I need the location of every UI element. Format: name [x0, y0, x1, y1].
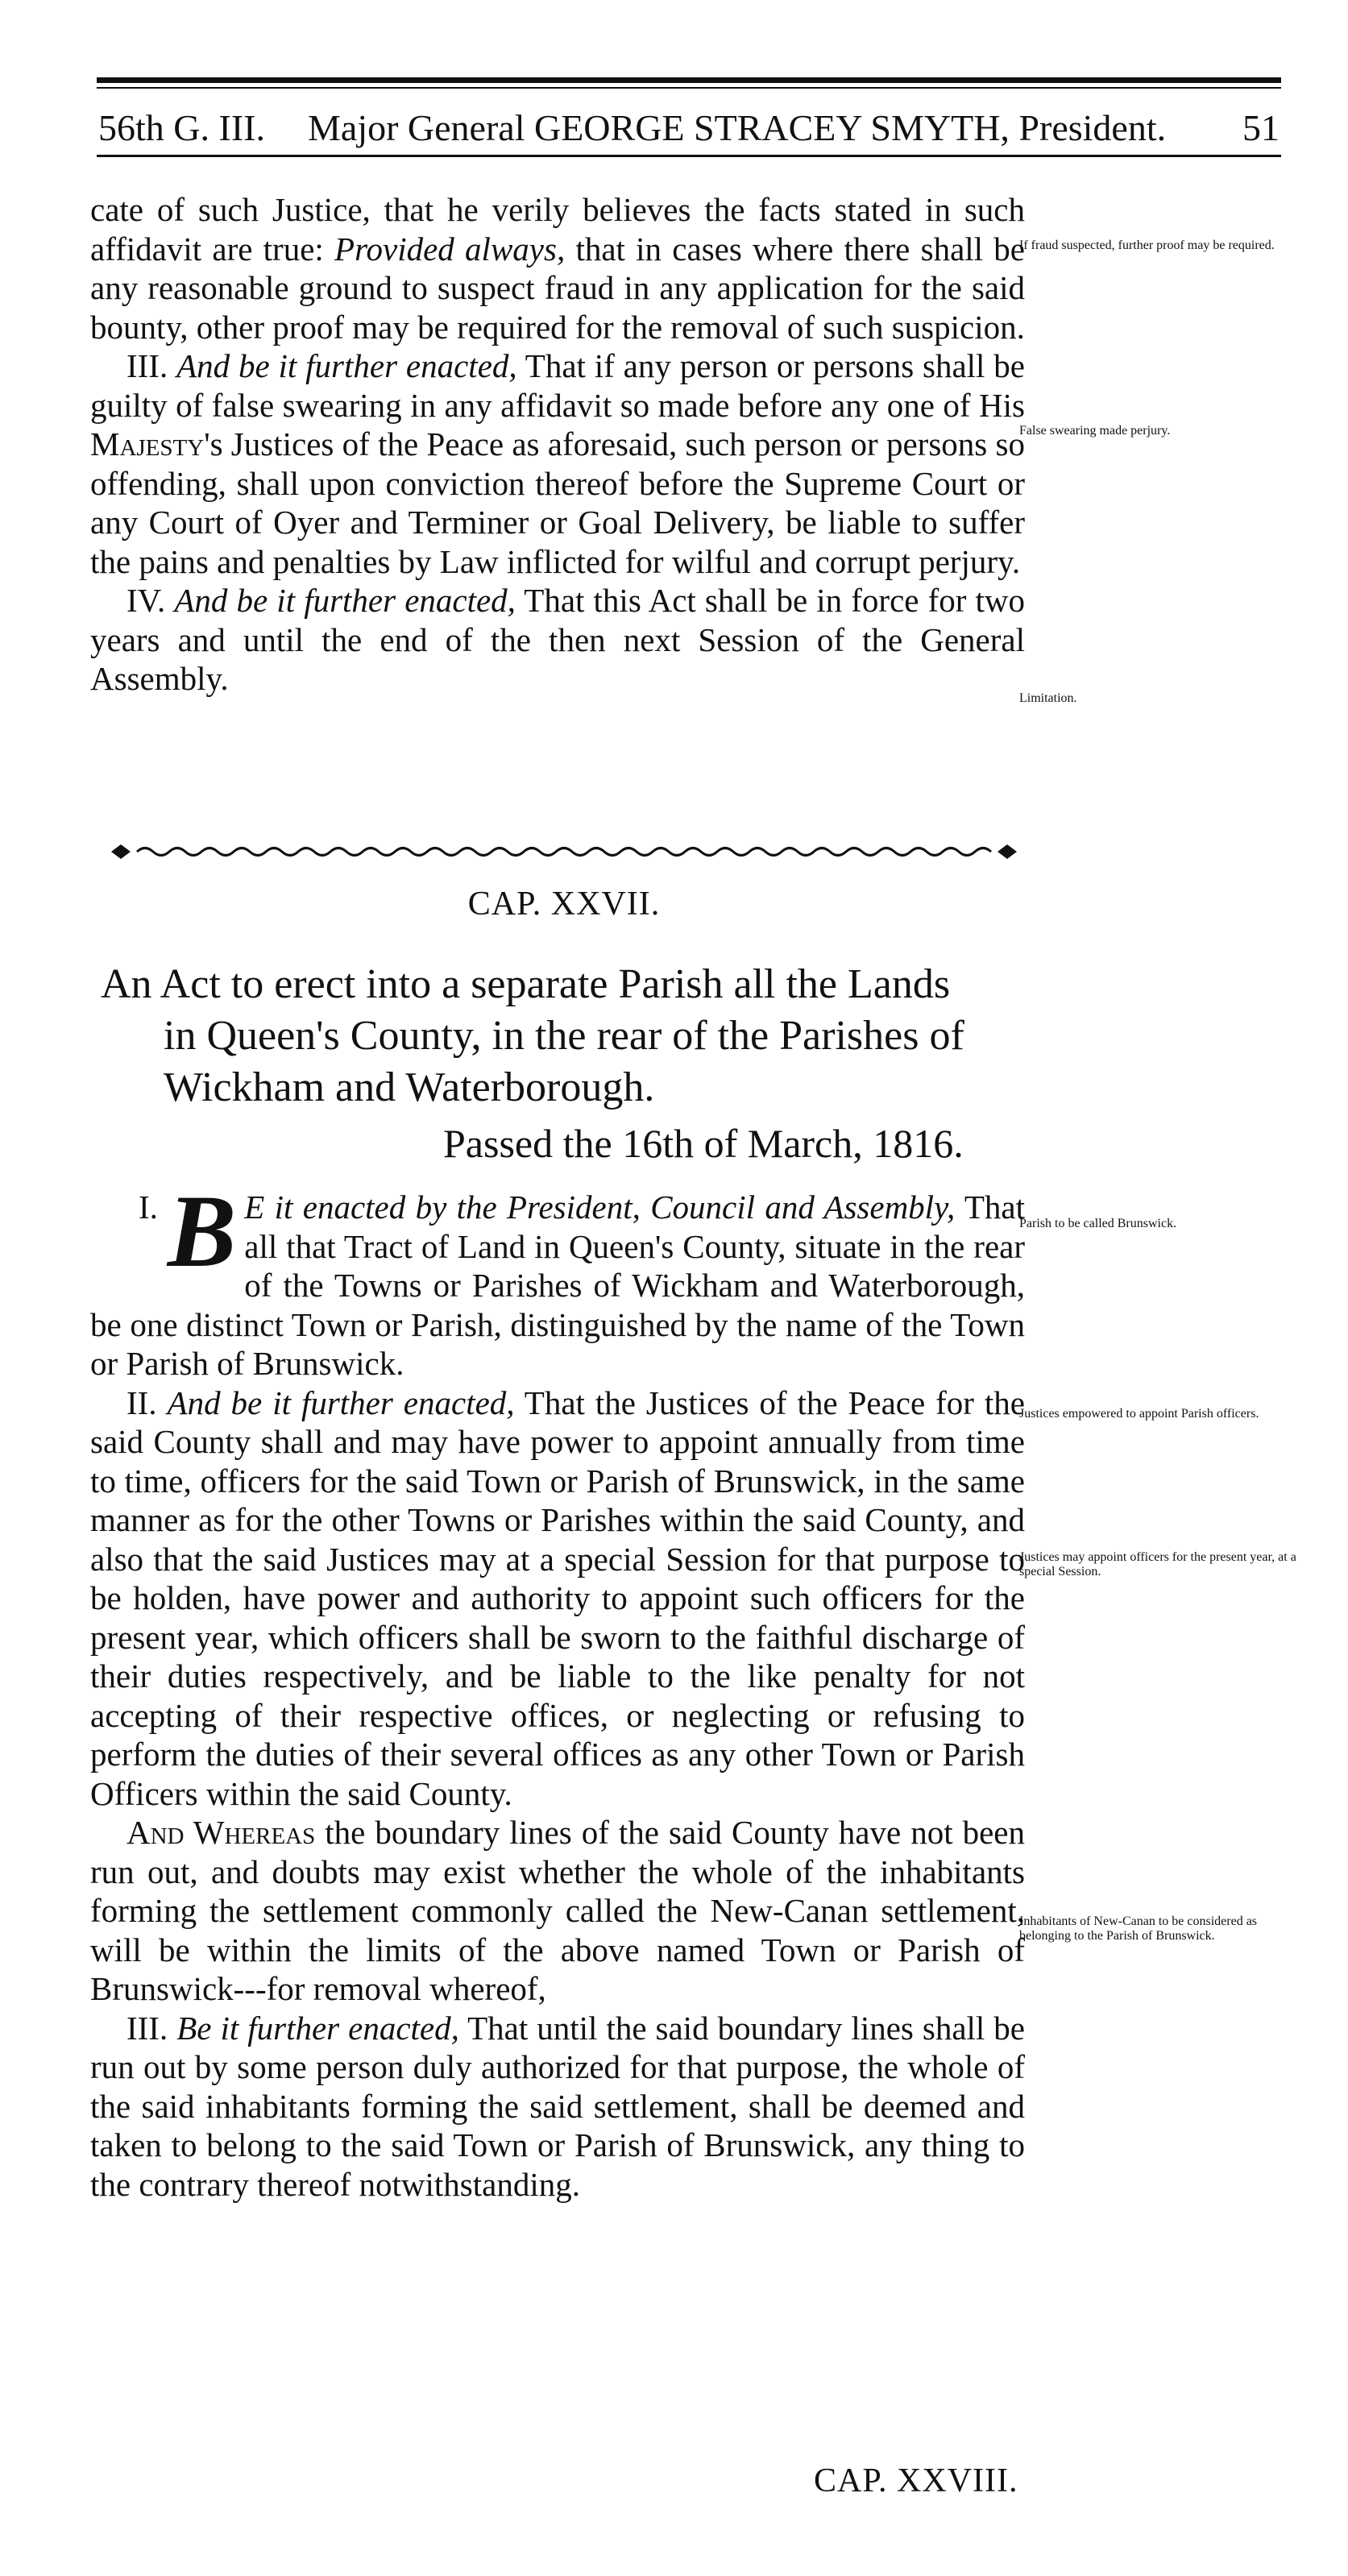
margin-note-fraud: If fraud suspected, further proof may be required.: [1019, 239, 1275, 252]
header-president: Major General GEORGE STRACEY SMYTH, President.: [308, 107, 1167, 148]
margin-note-new-canan: Inhabitants of New-Canan to be considered as belonging to the Parish of Brunswick.: [1019, 1914, 1258, 1943]
next-chapter-catchword: CAP. XXVIII.: [814, 2462, 1018, 2499]
continuation-text: [90, 190, 1025, 699]
header-rule: [97, 155, 1281, 157]
top-double-rule-thin: [97, 87, 1281, 89]
header-regnal-year: 56th G. III.: [98, 107, 265, 148]
margin-note-brunswick: Parish to be called Brunswick.: [1019, 1217, 1177, 1230]
margin-note-justices-special-session: Justices may appoint officers for the present year, at a special Session.: [1019, 1550, 1296, 1578]
drop-cap: B: [167, 1174, 237, 1288]
running-header: [98, 103, 1280, 153]
cap27-body: [90, 1174, 1026, 2204]
page-number: 51: [1242, 107, 1280, 148]
chapter-heading: CAP. XXVII.: [467, 886, 661, 923]
act-title: An Act to erect into a separate Parish all the Lands in Queen's County, in the rear of the Parishes of Wickham and Waterborough.: [101, 961, 964, 1110]
margin-note-limitation: Limitation.: [1019, 691, 1077, 705]
section-iii: III. And be it further enacted, That if any person or persons shall be guilty of false swearing in any affidavit so made before any one of His Majesty's Justices of the Peace as aforesaid, such person or persons so offending, shall upon conviction thereof before the Supreme Court or any Court of Oyer and Terminer or Goal Delivery, be liable to suffer the pains and penalties by Law inflicted for wilful and corrupt perjury.: [90, 347, 1025, 580]
passed-date: Passed the 16th of March, 1816.: [443, 1121, 964, 1166]
top-double-rule: [97, 77, 1281, 83]
section-iii-cap27: III. Be it further enacted, That until the said boundary lines shall be run out by some person duly authorized for that purpose, the whole of the said inhabitants forming the said settlement, shall be deemed and taken to belong to the said Town or Parish of Brunswick, any thing to the contrary thereof notwithstanding.: [90, 2009, 1025, 2203]
section-ii: II. And be it further enacted, That the Justices of the Peace for the said County shall and may have power to appoint annually from time to time, officers for the said Town or Parish of Brunswick, in the same manner as for the other Towns or Parishes within the said County, and also that the said Justices may at a special Session for that purpose to be holden, have power and authority to appoint such officers for the present year, which officers shall be sworn to the faithful discharge of their duties respectively, and be liable to the like penalty for not accepting of their respective offices, or neglecting or refusing to perform the duties of their several offices as any other Town or Parish Officers within the said County.: [90, 1383, 1026, 1812]
margin-note-justices-appoint: Justices empowered to appoint Parish officers.: [1019, 1407, 1259, 1421]
section-i: I. B E it enacted by the President, Council and Assembly, That all that Tract of Land in Queen's County, situate in the rear of the Towns or Parishes of Wickham and Waterborough, be one distinct Town or Parish, distinguished by the name of the Town or Parish of Brunswick.: [90, 1174, 1025, 1382]
section-iv: IV. And be it further enacted, That this Act shall be in force for two years and until the end of the then next Session of the General Assembly.: [90, 582, 1026, 697]
whereas-clause: And Whereas the boundary lines of the said County have not been run out, and doubts may exist whether the whole of the inhabitants forming the settlement commonly called the New-Canan settlement, will be within the limits of the above named Town or Parish of Brunswick---for removal whereof,: [90, 1814, 1025, 2007]
paragraph-continued: cate of such Justice, that he verily believes the facts stated in such affidavit are true: Provided always, that in cases where there shall be any reasonable ground to suspect fraud in any application for the said bounty, other proof may be required for the removal of such suspicion.: [90, 191, 1025, 346]
ornamental-rule: [105, 840, 1023, 864]
margin-note-perjury: False swearing made perjury.: [1019, 424, 1171, 438]
